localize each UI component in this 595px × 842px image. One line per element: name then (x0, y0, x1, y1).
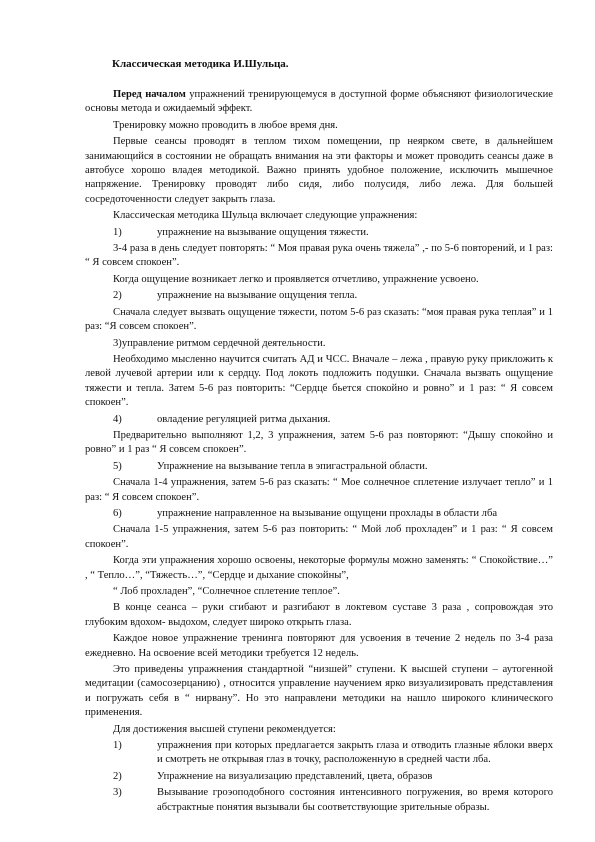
paragraph-levels: Это приведены упражнения стандартной “низшей” ступени. К высшей ступени – аутогенной медитации (самосозерцанию) , относится управление научением ярко визуализировать представления и погружать себя в “ нирвану”. Но это направлени методики на нашло широкого клинического применения. (85, 664, 553, 719)
paragraph-replace-2: “ Лоб прохладен”, “Солнечное сплетение теплое”. (113, 586, 340, 597)
paragraph-high-recommendation: Для достижения высшей ступени рекомендуется: (113, 723, 336, 735)
exercise-number: 5) (113, 460, 122, 472)
exercise-number: 6) (113, 507, 122, 519)
exercise-item-6 (85, 507, 553, 521)
exercise-text: Упражнение на вызывание тепла в эпигастральной области. (157, 460, 428, 472)
intro-rest: упражнений тренирующемуся в доступной форме объясняют физиологические основы метода и ожидаемый эффект. (85, 89, 553, 115)
exercise-4-description: Предварительно выполняют 1,2, 3 упражнения, затем 5-6 раз повторяют: “Дышу спокойно и ровно” и 1 раз “ Я совсем спокоен”. (85, 429, 553, 456)
high-level-item-2 (85, 770, 553, 784)
exercise-1-success: Когда ощущение возникает легко и проявляется отчетливо, упражнение усвоено. (113, 273, 479, 285)
paragraph-anytime: Тренировку можно проводить в любое время дня. (113, 119, 338, 131)
paragraph-each-new: Каждое новое упражнение тренинга повторяют для усвоения в течение 2 недель по 3-4 раза ежедневно. На освоение всей методики требуется 12 недель. (85, 633, 553, 659)
item-number: 1) (113, 740, 122, 752)
exercise-item-4 (85, 413, 553, 427)
document-title: Классическая методика И.Шульца. (112, 58, 289, 70)
high-level-item-1 (85, 739, 553, 768)
intro-bold-lead: Перед началом (113, 89, 186, 100)
exercise-text: упражнение на вызывание ощущения тепла. (157, 290, 358, 302)
item-text: Упражнение на визуализацию представлений, цвета, образов (157, 770, 433, 782)
paragraph-includes: Классическая методика Шульца включает следующие упражнения: (113, 210, 418, 222)
exercise-item-5 (85, 460, 553, 474)
exercise-5-description: Сначала 1-4 упражнения, затем 5-6 раз сказать: “ Мое солнечное сплетение излучает тепло” и 1 раз: “ Я совсем спокоен”. (85, 477, 553, 503)
high-level-item-3 (85, 786, 553, 815)
exercise-3-description: Необходимо мысленно научится считать АД и ЧСС. Вначале – лежа , правую руку прикложить к левой лучевой артерии или к сердцу. Под локоть подложить подушки. Сначала вызвать ощущение тяжести и тепла. Затем 5-6 раз повторить: “Сердце бьется спокойно и ровно” и 1 раз: “ Я совсем спокоен”. (85, 353, 553, 409)
exercise-1-description: 3-4 раза в день следует повторять: “ Моя правая рука очень тяжела” ,- по 5-6 повторений, и 1 раз: “ Я совсем спокоен”. (85, 243, 553, 269)
exercise-2-description: Сначала следует вызвать ощущение тяжести, потом 5-6 раз сказать: “моя правая рука теплая” и 1 раз: “Я совсем спокоен”. (85, 306, 553, 333)
paragraph-end-session: В конце сеанса – руки сгибают и разгибают в локтевом суставе 3 раза , сопровождая это глубоким вдохом- выдохом, следует широко открыть глаза. (85, 602, 553, 628)
exercise-number: 4) (113, 413, 122, 425)
item-text: упражнения при которых предлагается закрыть глаза и отводить глазные яблоки вверх и смотреть не открывая глаз в точку, расположенную в средней части лба. (157, 740, 553, 766)
paragraph-sessions: Первые сеансы проводят в теплом тихом помещении, пр неярком свете, в дальнейшем занимающийся в состоянии не обращать внимания на эти факторы и может проводить сеансы даже в автобусе хорошо владея методикой. Важно принять удобное положение, исключить мышечное напряжение. Тренировку проводят либо сидя, либо полусидя, либо лежа. Для большей сосредоточенности следует закрыть глаза. (85, 136, 553, 205)
document-body (85, 88, 553, 817)
exercise-item-1 (85, 226, 553, 240)
exercise-text: овладение регуляцией ритма дыхания. (157, 413, 331, 425)
item-text: Вызывание гроэоподобного состояния интенсивного погружения, во время которого абстрактные понятия вызывали бы соответствующие зрительные образы. (157, 787, 553, 813)
exercise-number: 1) (113, 226, 122, 238)
intro-paragraph (85, 88, 553, 117)
exercise-item-2 (85, 289, 553, 303)
exercise-3-title: 3)управление ритмом сердечной деятельности. (113, 337, 326, 349)
exercise-6-description: Сначала 1-5 упражнения, затем 5-6 раз повторить: “ Мой лоб прохладен” и 1 раз: “ Я совсем спокоен”. (85, 524, 553, 550)
paragraph-replace: Когда эти упражнения хорошо освоены, некоторые формулы можно заменять: “ Спокойствие…” , “ Тепло…”, “Тяжесть…”, “Сердце и дыхание спокойны”, (85, 555, 553, 581)
item-number: 3) (113, 787, 122, 799)
exercise-number: 2) (113, 290, 122, 302)
exercise-text: упражнение направленное на вызывание ощущени прохлады в области лба (157, 507, 498, 519)
exercise-text: упражнение на вызывание ощущения тяжести. (157, 226, 369, 238)
item-number: 2) (113, 770, 122, 782)
